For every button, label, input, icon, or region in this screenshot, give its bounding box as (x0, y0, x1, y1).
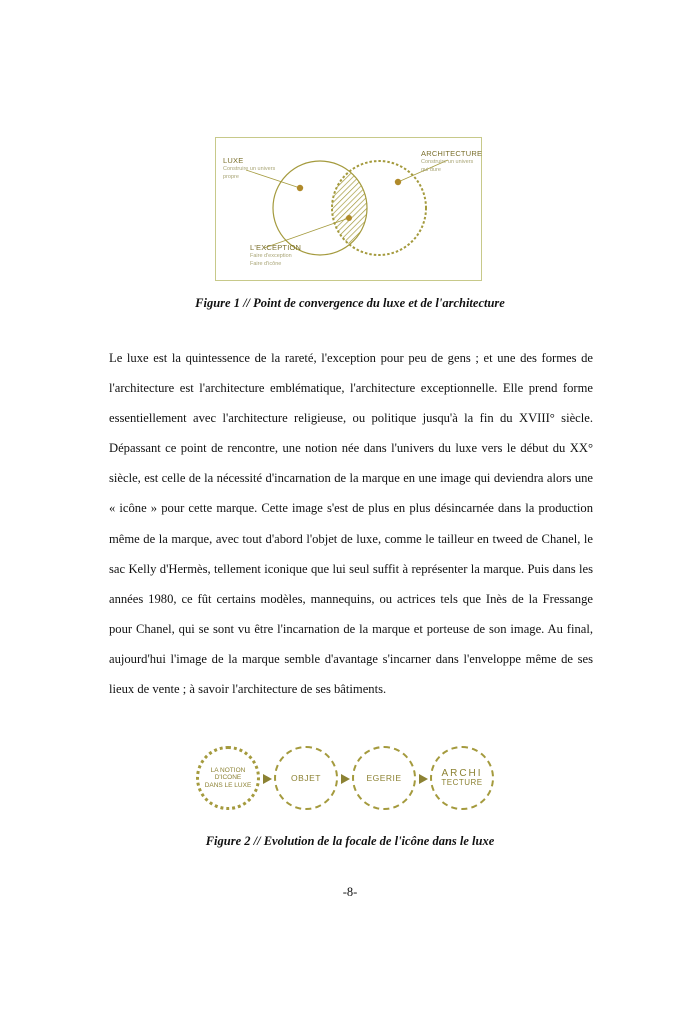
arrow-right-icon (419, 774, 428, 784)
body-paragraph: Le luxe est la quintessence de la rareté, l'exception pour peu de gens ; et une des formes de l'architecture est l'architecture emblématique, l'architecture exceptionnelle. Elle prend forme essentiellement avec l'architecture religieuse, ou politique jusqu'à la fin du XVIII° siècle. Dépassant ce point de rencontre, une notion née dans l'univers du luxe vers le début du XX° siècle, est celle de la nécessité d'incarnation de la marque en une image qui deviendra alors une « icône » pour cette marque. Cette image s'est de plus en plus désincarnée dans la production même de la marque, avec tout d'abord l'objet de luxe, comme le tailleur en tweed de Chanel, le sac Kelly d'Hermès, tellement iconique que lui seul suffit à représenter la marque. Puis dans les années 1980, ce fût certains modèles, mannequins, ou actrices tels que Inès de la Fressange pour Chanel, qui se sont vu être l'incarnation de la marque et porteuse de son image. Au final, aujourd'hui l'image de la marque semble d'avantage s'incarner dans l'enveloppe même de ses lieux de vente ; à savoir l'architecture de ses bâtiments. (109, 351, 593, 697)
luxe-sub-2: propre (223, 174, 239, 180)
step-1-line-2: D'ICONE (214, 774, 242, 782)
arrow-right-icon (341, 774, 350, 784)
luxe-sub-1: Construire un univers (223, 166, 276, 172)
architecture-sub-1: Construire un univers (421, 159, 474, 165)
step-3-label: EGERIE (366, 773, 402, 783)
step-objet (274, 746, 338, 810)
architecture-sub-2: qui dure (421, 167, 441, 173)
step-4-line-1: ARCHI (441, 768, 483, 780)
step-1-line-1: LA NOTION (210, 766, 246, 774)
luxe-dot (297, 185, 303, 191)
exception-sub-2: Faire d'icône (250, 261, 282, 267)
step-egerie (352, 746, 416, 810)
step-1-line-3: DANS LE LUXE (204, 781, 252, 789)
exception-sub-1: Faire d'exception (250, 253, 292, 259)
step-4-line-2: TECTURE (441, 778, 483, 788)
page-number: -8- (342, 885, 358, 899)
figure-2-caption: Figure 2 // Evolution de la focale de l'icône dans le luxe (205, 834, 495, 848)
exception-dot (346, 215, 352, 221)
luxe-connector (246, 170, 300, 188)
figure-1-caption: Figure 1 // Point de convergence du luxe et de l'architecture (195, 296, 505, 310)
figure-1-convergence-diagram (215, 137, 482, 281)
step-luxe-icon-notion (196, 746, 260, 810)
arrow-right-icon (263, 774, 272, 784)
exception-label: L'EXCEPTION (250, 243, 302, 252)
luxe-label: LUXE (223, 156, 244, 165)
architecture-dot (395, 179, 401, 185)
step-2-label: OBJET (291, 773, 321, 783)
figure-2-icon-evolution (196, 740, 494, 820)
architecture-label: ARCHITECTURE (421, 149, 483, 158)
step-architecture (430, 746, 494, 810)
